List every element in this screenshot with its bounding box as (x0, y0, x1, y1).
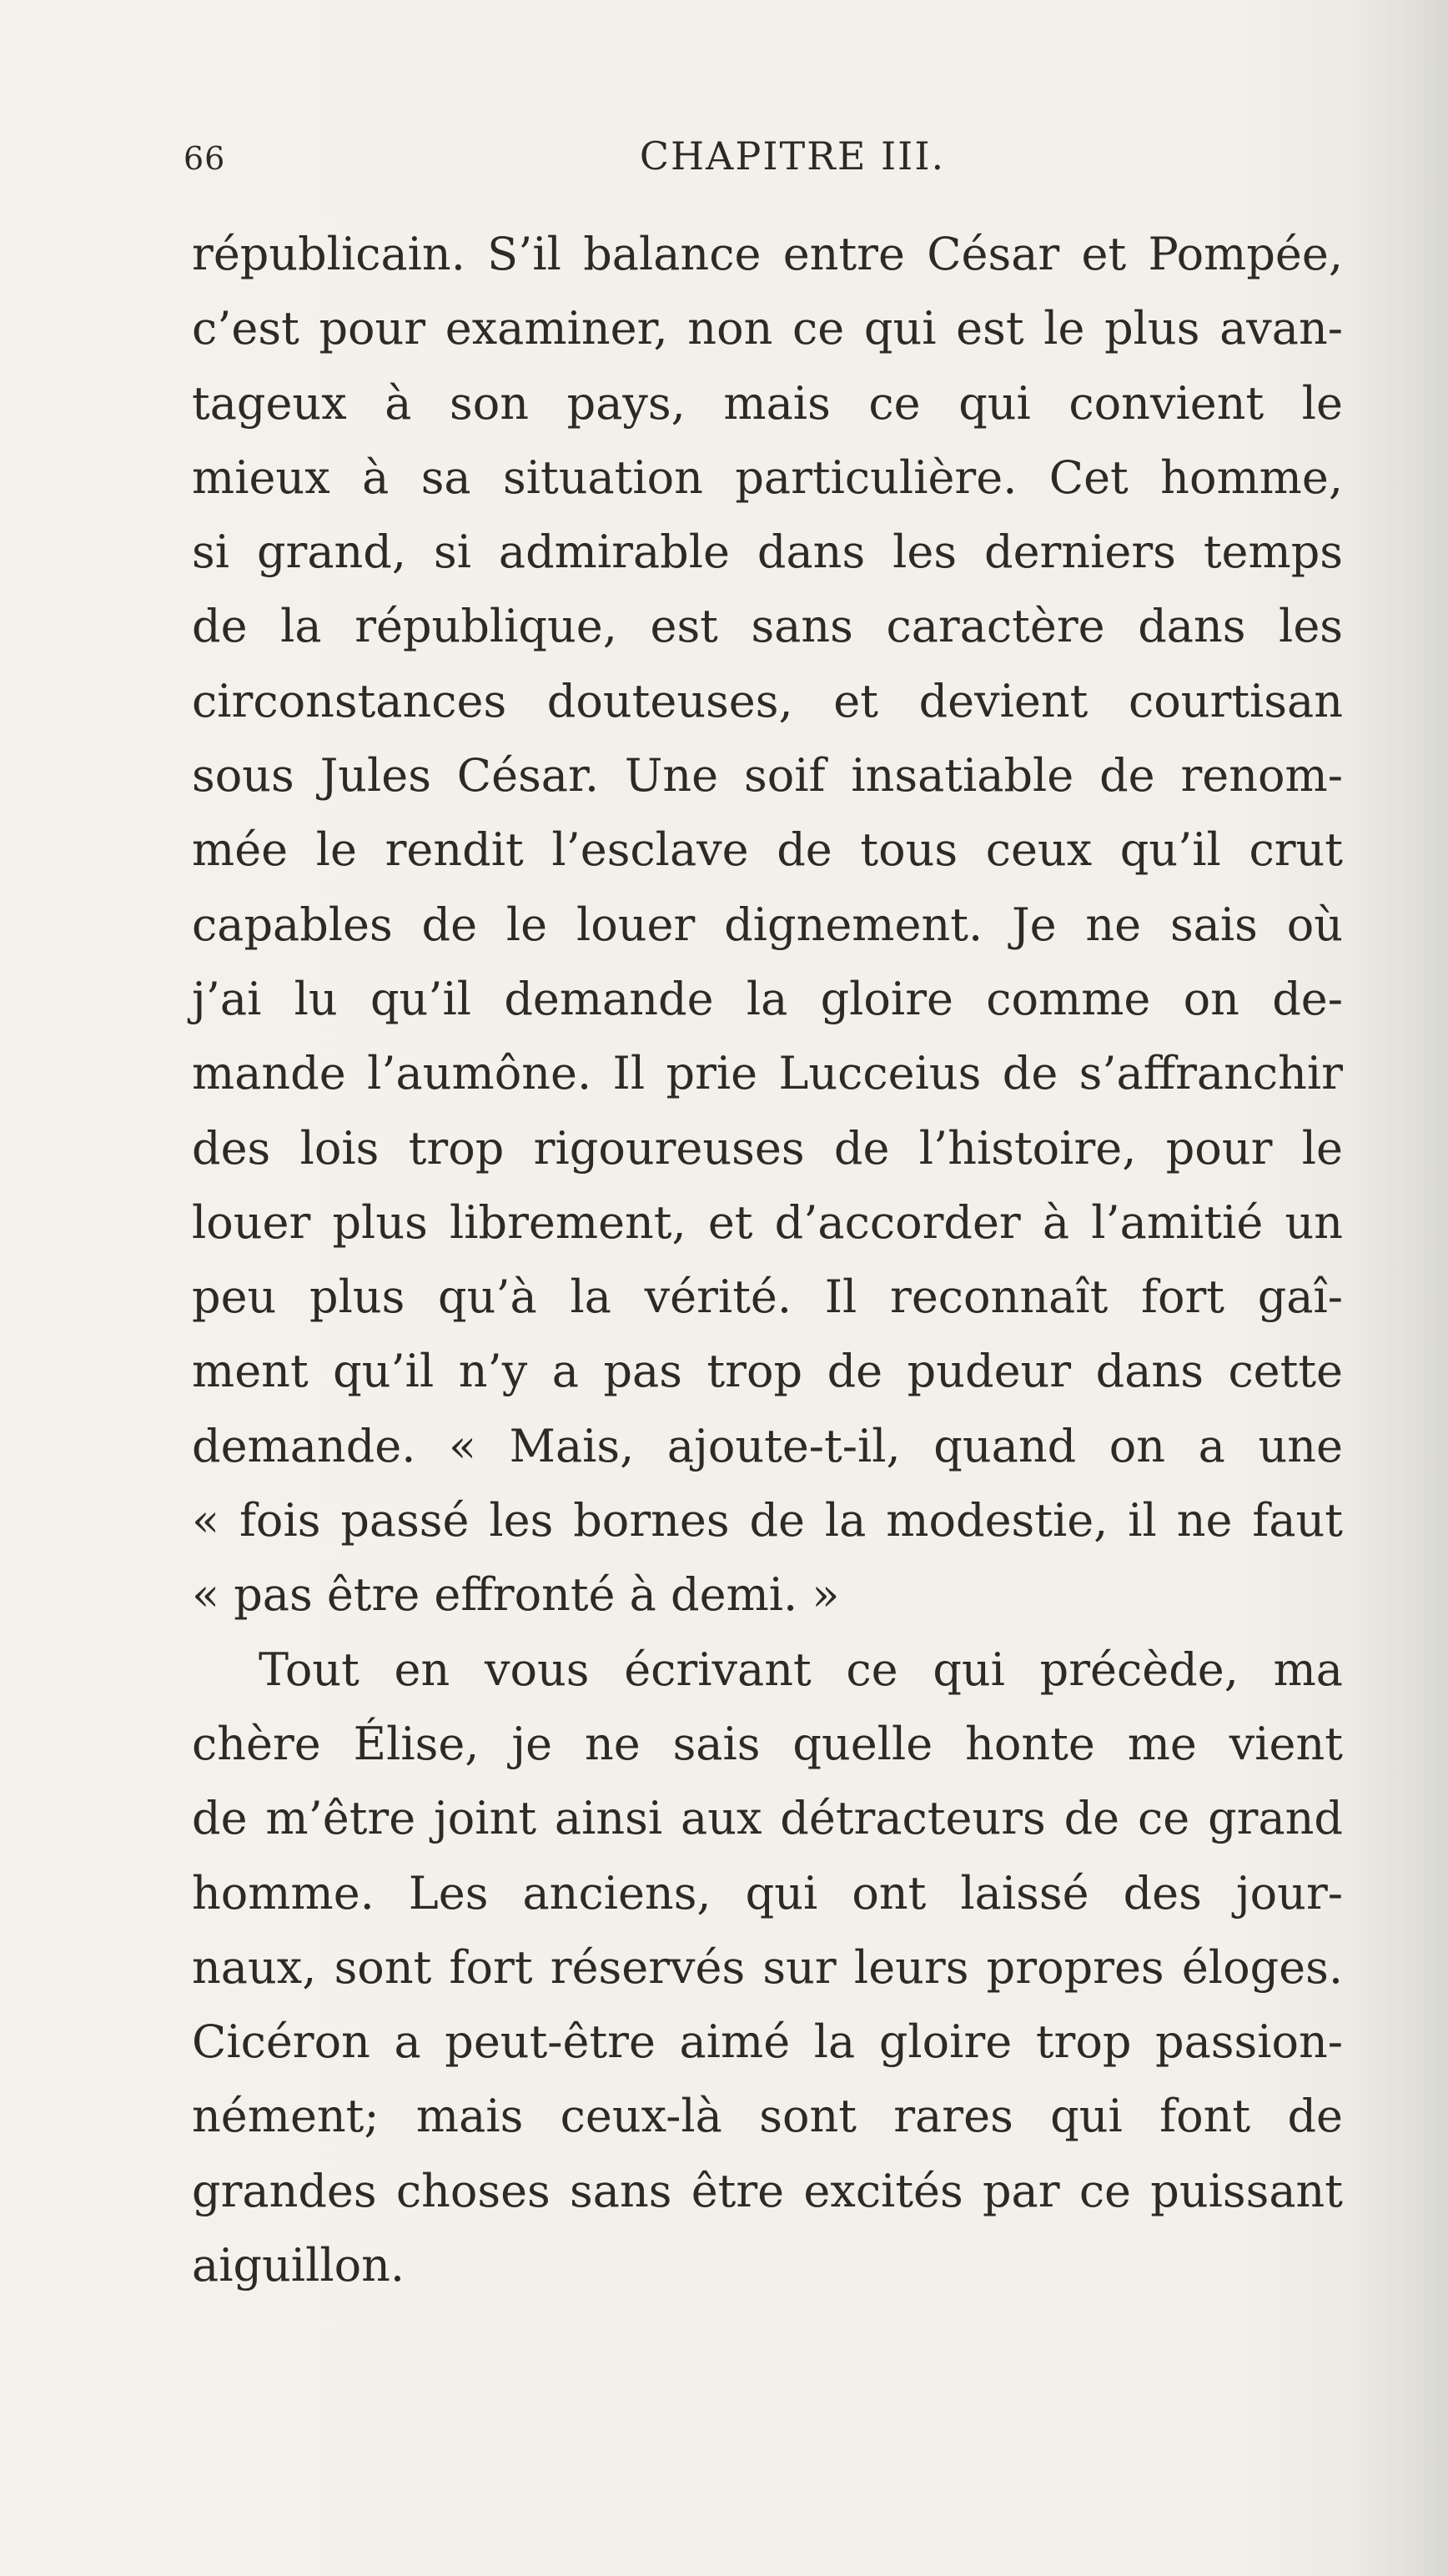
text-line: des lois trop rigoureuses de l’histoire, pour le (192, 1121, 1343, 1175)
text-line: naux, sont fort réservés sur leurs propres éloges. (192, 1940, 1343, 1994)
text-line: nément; mais ceux-là sont rares qui font de (192, 2090, 1343, 2143)
body-text (192, 217, 1343, 2302)
text-line: mieux à sa situation particulière. Cet homme, (192, 450, 1343, 504)
text-line: aiguillon. (192, 2239, 405, 2292)
text-line: de m’être joint ainsi aux détracteurs de ce grand (192, 1792, 1343, 1845)
text-line: mande l’aumône. Il prie Lucceius de s’affranchir (192, 1047, 1343, 1100)
text-line: homme. Les anciens, qui ont laissé des jour- (192, 1866, 1343, 1919)
text-line: si grand, si admirable dans les derniers temps (192, 526, 1343, 579)
text-line: « pas être effronté à demi. » (192, 1568, 840, 1622)
text-line: ment qu’il n’y a pas trop de pudeur dans cette (192, 1345, 1343, 1398)
text-line: sous Jules César. Une soif insatiable de renom- (192, 749, 1343, 802)
text-line: Cicéron a peut-être aimé la gloire trop passion- (192, 2015, 1343, 2069)
text-line: demande. « Mais, ajoute-t-il, quand on a une (192, 1419, 1343, 1472)
text-line: républicain. S’il balance entre César et Pompée, (192, 228, 1343, 280)
page-edge-shadow (1348, 0, 1448, 2576)
text-line: c’est pour examiner, non ce qui est le plus avan- (192, 302, 1343, 355)
page-header (184, 133, 1335, 192)
running-head: CHAPITRE III. (639, 133, 946, 179)
text-line: tageux à son pays, mais ce qui convient le (192, 376, 1343, 430)
text-line: peu plus qu’à la vérité. Il reconnaît fort gaî- (192, 1270, 1343, 1324)
text-line: Tout en vous écrivant ce qui précède, ma (259, 1643, 1343, 1696)
text-line: de la république, est sans caractère dans les (192, 600, 1343, 653)
page-number: 66 (184, 140, 226, 177)
text-line: chère Élise, je ne sais quelle honte me vient (192, 1717, 1343, 1770)
text-line: grandes choses sans être excités par ce puissant (192, 2164, 1343, 2217)
text-line: mée le rendit l’esclave de tous ceux qu’il crut (192, 823, 1343, 877)
text-line: « fois passé les bornes de la modestie, il ne faut (192, 1494, 1343, 1547)
text-line: circonstances douteuses, et devient courtisan (192, 674, 1343, 727)
text-line: j’ai lu qu’il demande la gloire comme on de- (192, 972, 1343, 1025)
text-line: capables de le louer dignement. Je ne sais où (192, 898, 1343, 951)
text-line: louer plus librement, et d’accorder à l’amitié un (192, 1195, 1343, 1249)
